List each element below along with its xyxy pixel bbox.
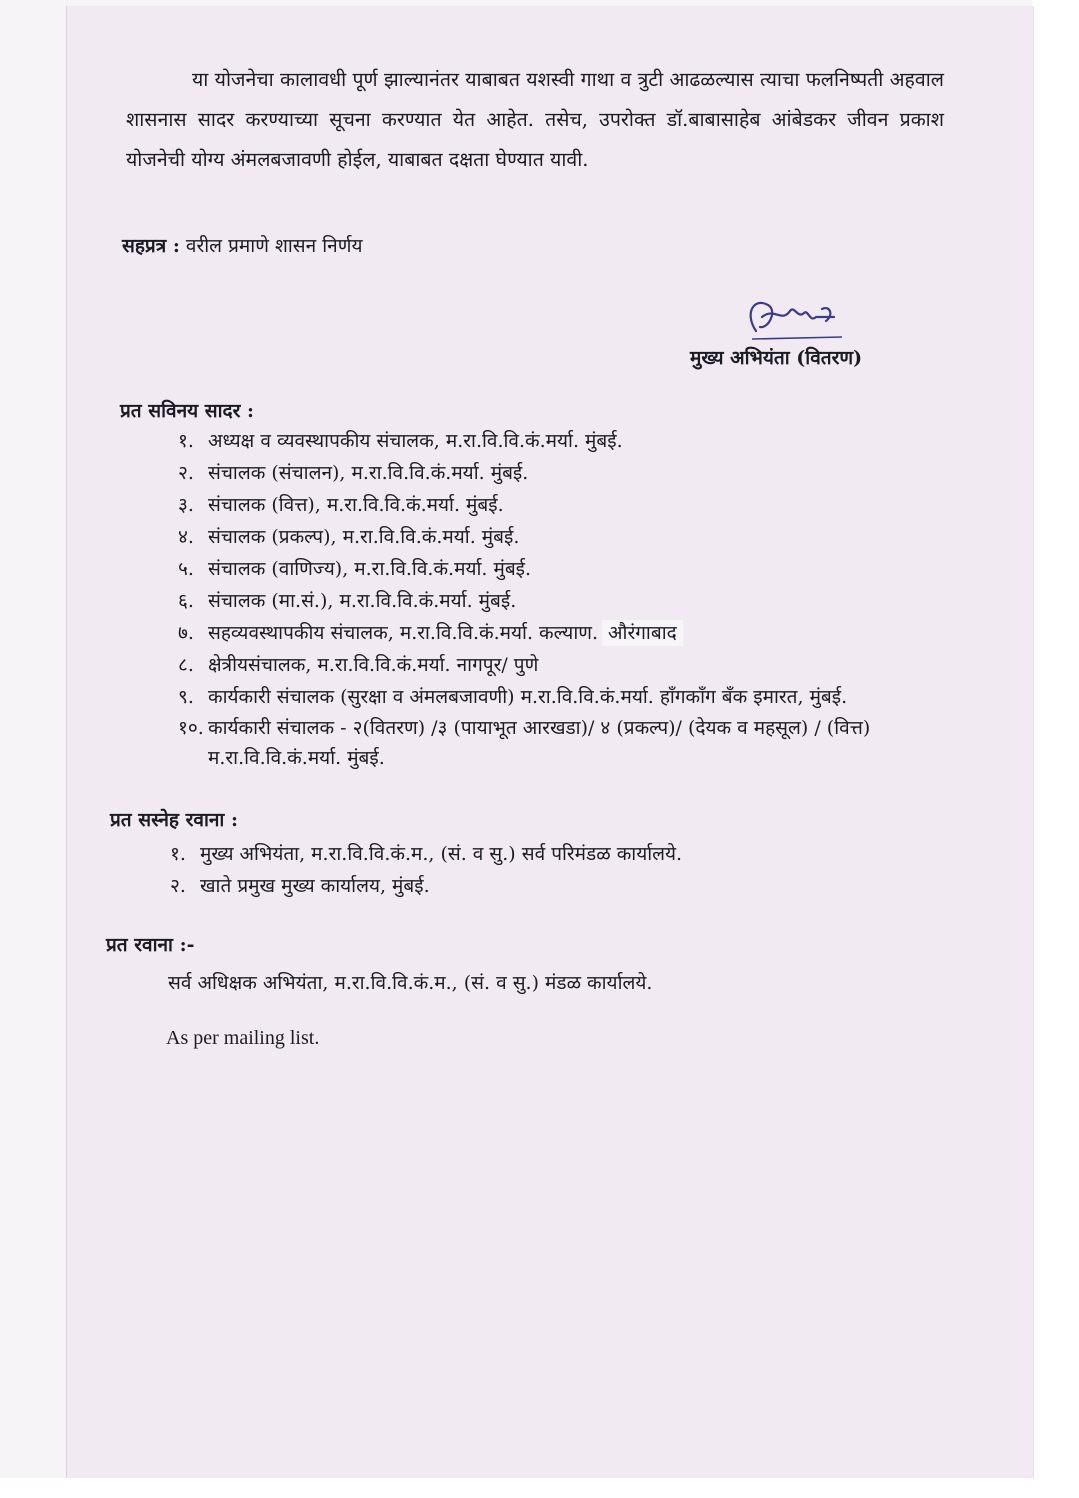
page-margin-right (1032, 0, 1079, 1498)
highlighted-city: औरंगाबाद (602, 620, 683, 646)
mailing-list-note: As per mailing list. (166, 1027, 320, 1049)
list-item: १०. कार्यकारी संचालक - २(वितरण) /३ (पायाभूत आरखडा)/ ४ (प्रकल्प)/ (देयक व महसूल) / (वित्त) म.रा.वि.वि.कं.मर्या. मुंबई. (178, 717, 871, 769)
list-item: १. अध्यक्ष व व्यवस्थापकीय संचालक, म.रा.वि.वि.कं.मर्या. मुंबई. (178, 430, 623, 452)
list-item: ७. सहव्यवस्थापकीय संचालक, म.रा.वि.वि.कं.मर्या. कल्याण. औरंगाबाद (178, 617, 1008, 649)
list-item: ४. संचालक (प्रकल्प), म.रा.वि.वि.कं.मर्या. मुंबई. (178, 526, 520, 548)
attachment-label: सहप्रत्र : (122, 235, 180, 257)
list-item: ६. संचालक (मा.सं.), म.रा.वि.वि.कं.मर्या. मुंबई. (178, 590, 517, 612)
copy-sent-regards-list (170, 838, 990, 902)
list-item: २. संचालक (संचालन), म.रा.वि.वि.कं.मर्या. मुंबई. (178, 462, 529, 484)
page-margin-bottom (0, 1478, 1079, 1498)
body-paragraph: या योजनेचा कालावधी पूर्ण झाल्यानंतर याबाबत यशस्वी गाथा व त्रुटी आढळल्यास त्याचा फलनिष्पती अहवाल शासनास सादर करण्याच्या सूचना करण्यात येत आहेत. तसेच, उपरोक्त डॉ.बाबासाहेब आंबेडकर जीवन प्रकाश योजनेची योग्य अंमलबजावणी होईल, याबाबत दक्षता घेण्यात यावी. (126, 68, 944, 171)
copy-submitted-heading: प्रत सविनय सादर : (120, 400, 255, 422)
copy-sent-text: सर्व अधिक्षक अभियंता, म.रा.वि.वि.कं.म., (सं. व सु.) मंडळ कार्यालये. (168, 972, 653, 994)
list-item: २. खाते प्रमुख मुख्य कार्यालय, मुंबई. (170, 875, 430, 897)
copy-sent-heading: प्रत रवाना :- (106, 934, 195, 956)
signatory-title: मुख्य अभियंता (वितरण) (690, 347, 863, 369)
list-item: १. मुख्य अभियंता, म.रा.वि.वि.कं.म., (सं. व सु.) सर्व परिमंडळ कार्यालये. (170, 843, 683, 865)
list-item: ५. संचालक (वाणिज्य), म.रा.वि.वि.कं.मर्या. मुंबई. (178, 558, 532, 580)
copy-submitted-list (178, 425, 1008, 773)
attachment-line (122, 232, 362, 258)
list-item: ८. क्षेत्रीयसंचालक, म.रा.वि.वि.कं.मर्या. नागपूर/ पुणे (178, 654, 539, 676)
list-item: ३. संचालक (वित्त), म.रा.वि.वि.कं.मर्या. मुंबई. (178, 494, 504, 516)
copy-sent-regards-heading: प्रत सस्नेह रवाना : (110, 809, 238, 831)
signature-scribble (738, 293, 848, 345)
list-item: ९. कार्यकारी संचालक (सुरक्षा व अंमलबजावणी) म.रा.वि.वि.कं.मर्या. हॉंगकॉंग बँक इमारत, मुंबई. (178, 686, 848, 708)
attachment-text: वरील प्रमाणे शासन निर्णय (185, 235, 363, 257)
